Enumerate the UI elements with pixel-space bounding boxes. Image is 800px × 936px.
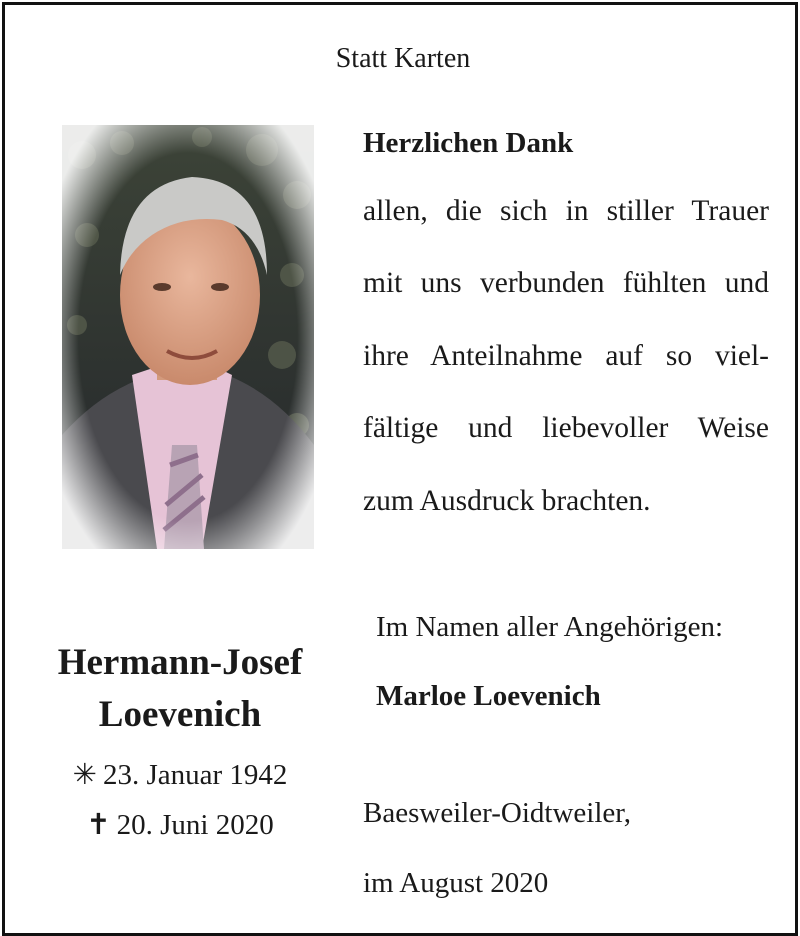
obituary-card [2, 2, 798, 936]
deceased-last-name: Loevenich [98, 694, 262, 735]
birth-date-line [25, 757, 335, 792]
deceased-name [25, 637, 335, 741]
thanks-line: allen, die sich in stiller Trauer [363, 195, 769, 227]
thanks-line: zum Ausdruck brachten. [363, 484, 651, 517]
portrait-photo [62, 125, 314, 549]
deceased-first-name: Hermann-Josef [57, 642, 303, 683]
thanks-line: fältige und liebevoller Weise [363, 412, 769, 445]
thanks-line: mit uns verbunden fühlten und [363, 267, 769, 300]
signer-name: Marloe Loevenich [376, 680, 601, 712]
death-cross-icon: ✝ [86, 809, 111, 841]
death-date-line [25, 807, 335, 842]
header-statt-karten: Statt Karten [335, 43, 471, 74]
thanks-message [363, 189, 769, 551]
birth-star-icon: ✳ [72, 759, 97, 791]
thanks-line: ihre Anteilnahme auf so viel- [363, 339, 769, 372]
death-date: 20. Juni 2020 [116, 809, 274, 841]
thanks-title: Herzlichen Dank [363, 127, 574, 159]
place-text: Baesweiler-Oidtweiler, [363, 797, 632, 829]
signoff-text: Im Namen aller Angehörigen: [376, 611, 724, 643]
signoff-date: im August 2020 [363, 867, 549, 899]
birth-date: 23. Januar 1942 [102, 759, 288, 791]
